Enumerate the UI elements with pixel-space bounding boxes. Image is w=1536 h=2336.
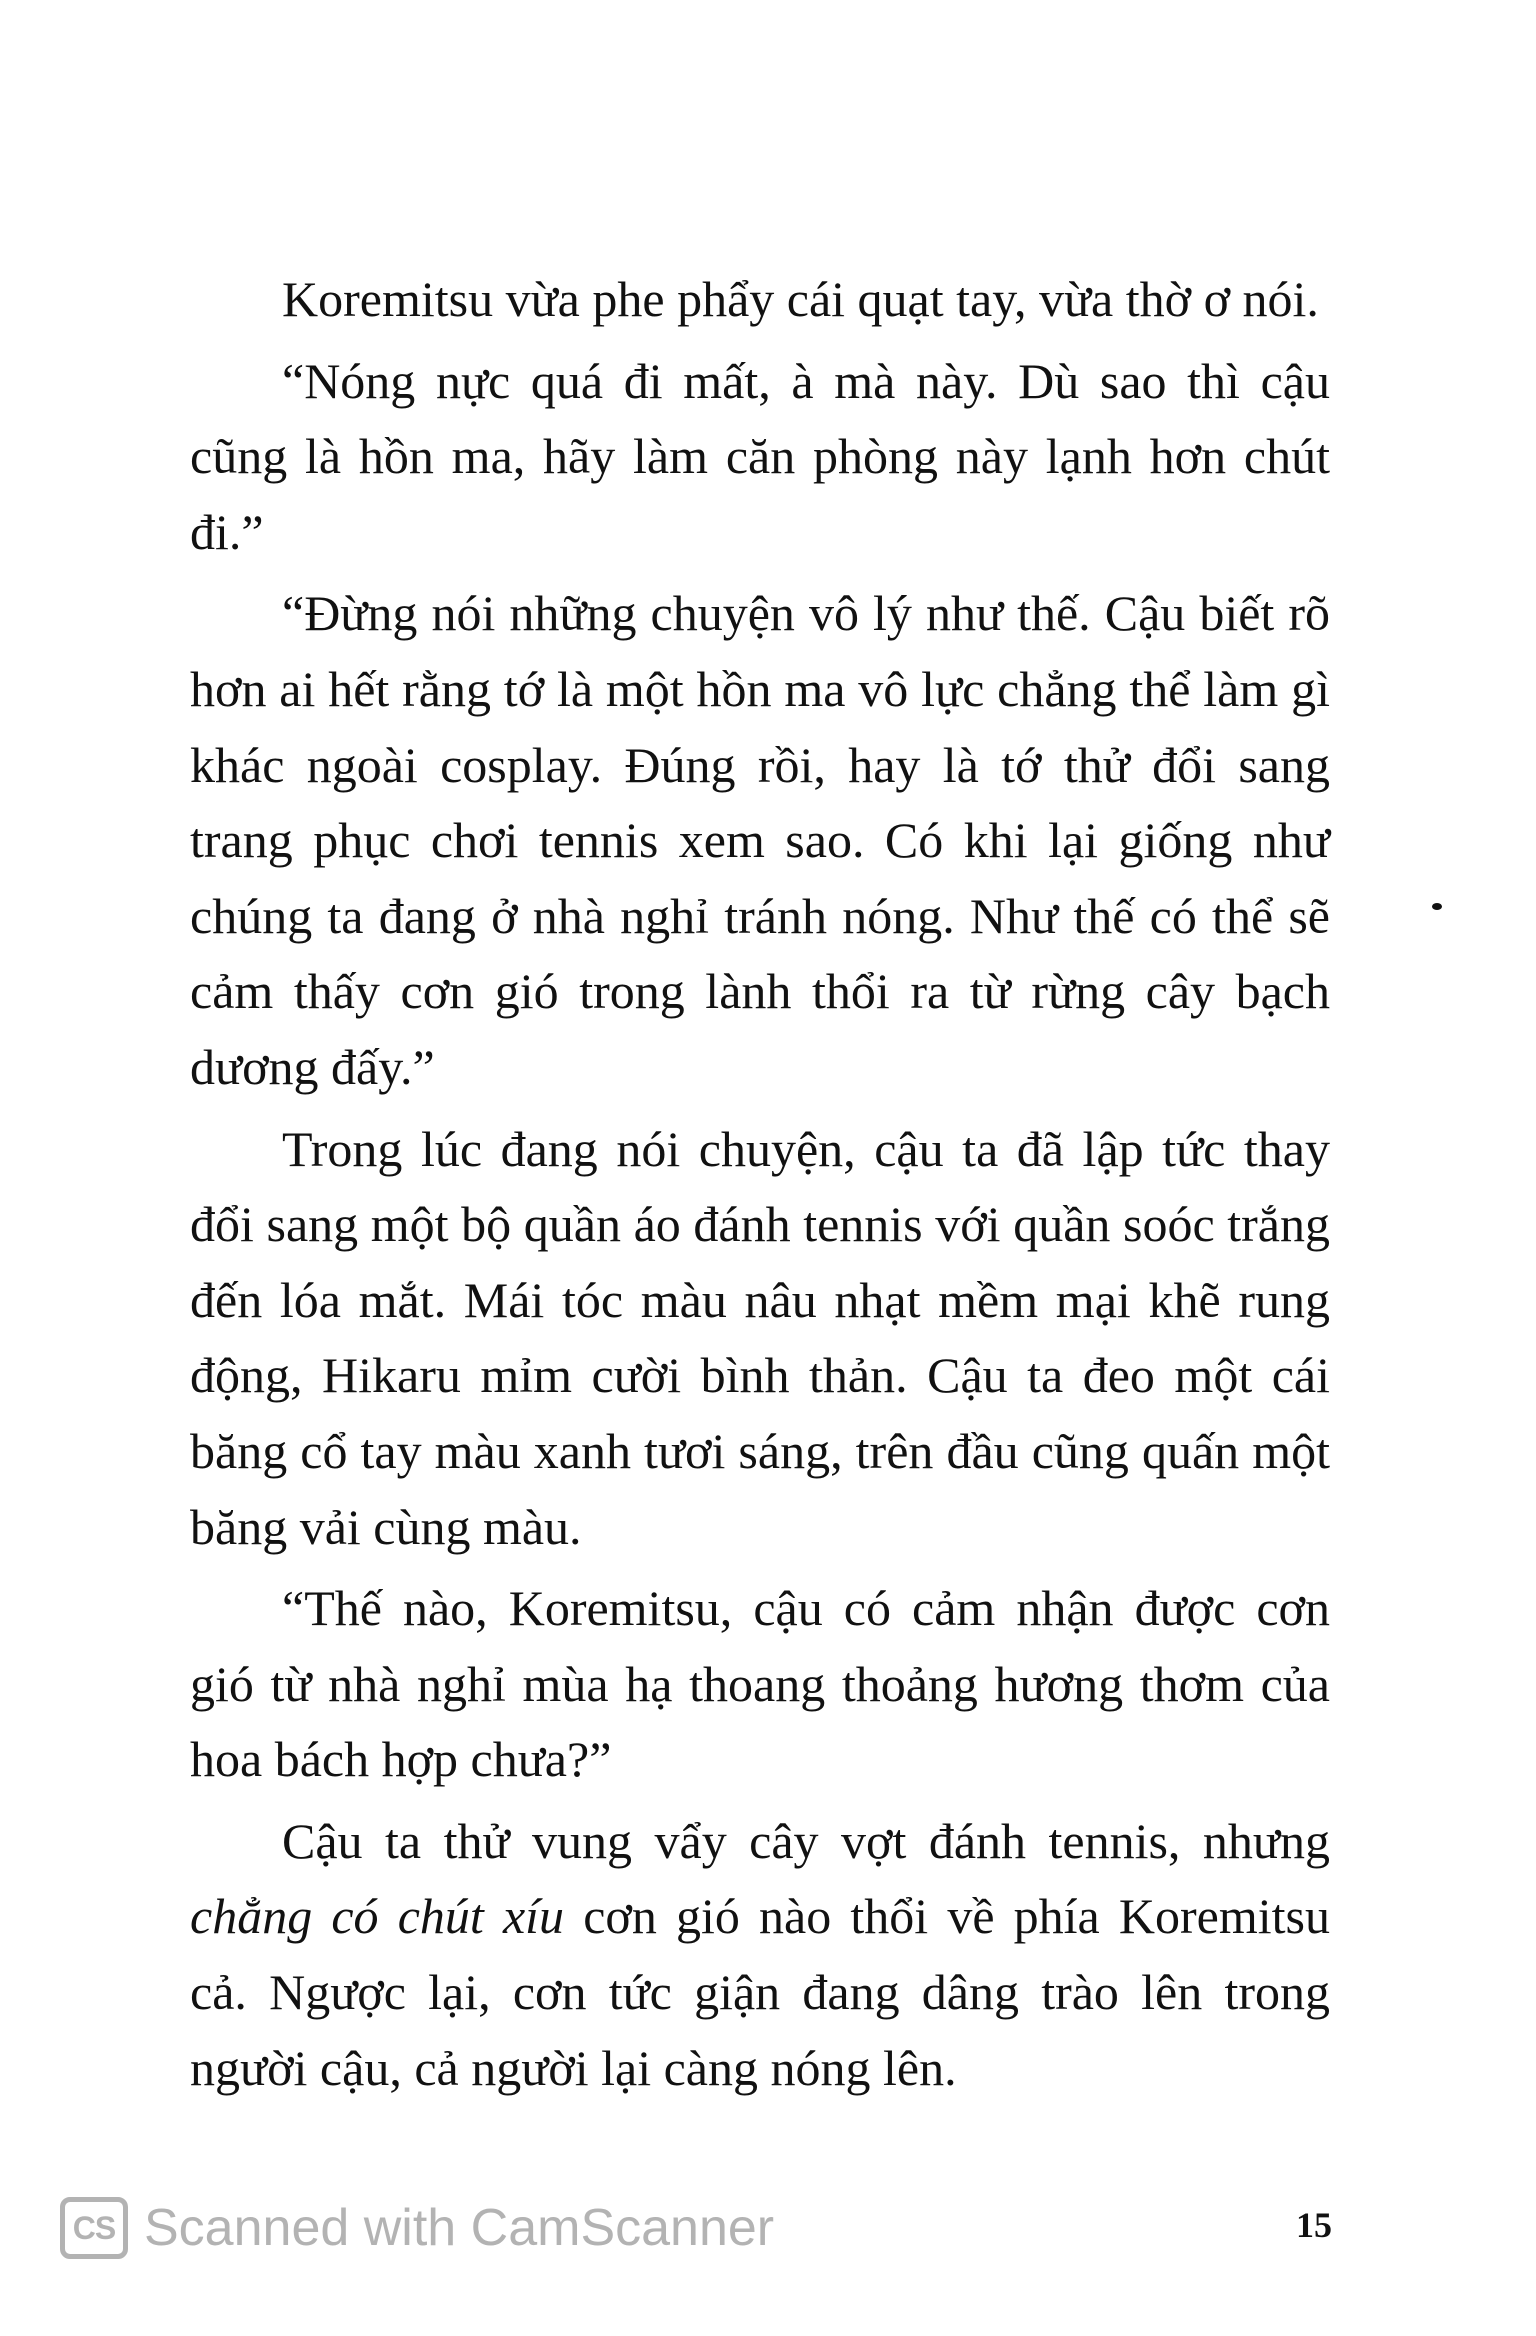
paragraph-6-italic: chẳng có chút xíu [190, 1888, 565, 1945]
paragraph-3: “Đừng nói những chuyện vô lý như thế. Cậu biết rõ hơn ai hết rằng tớ là một hồn ma vô lực chẳng thể làm gì khác ngoài cosplay. Đúng rồi, hay là tớ thử đổi sang trang phục chơi tennis xem sao. Có khi lại giống như chúng ta đang ở nhà nghỉ tránh nóng. Như thế có thể sẽ cảm thấy cơn gió trong lành thổi ra từ rừng cây bạch dương đấy.” [190, 585, 1330, 1095]
paragraph-5: “Thế nào, Koremitsu, cậu có cảm nhận được cơn gió từ nhà nghỉ mùa hạ thoang thoảng hương thơm của hoa bách hợp chưa?” [190, 1580, 1330, 1788]
paragraph-1: Koremitsu vừa phe phẩy cái quạt tay, vừa thờ ơ nói. [282, 271, 1319, 327]
camscanner-logo-icon: CS [60, 2197, 128, 2259]
body-text [190, 262, 1330, 2106]
paragraph-4: Trong lúc đang nói chuyện, cậu ta đã lập tức thay đổi sang một bộ quần áo đánh tennis với quần soóc trắng đến lóa mắt. Mái tóc màu nâu nhạt mềm mại khẽ rung động, Hikaru mỉm cười bình thản. Cậu ta đeo một cái băng cổ tay màu xanh tươi sáng, trên đầu cũng quấn một băng vải cùng màu. [190, 1120, 1330, 1555]
watermark-text: Scanned with CamScanner [144, 2199, 775, 2257]
paragraph-6 [190, 1804, 1330, 2106]
page-number: 15 [1296, 2205, 1332, 2245]
paragraph-2: “Nóng nực quá đi mất, à mà này. Dù sao thì cậu cũng là hồn ma, hãy làm căn phòng này lạnh hơn chút đi.” [190, 352, 1330, 560]
paragraph-6-lead: Cậu ta thử vung vẩy cây vợt đánh tennis, nhưng [282, 1812, 1330, 1869]
paragraph-6-tail: cơn gió nào thổi về phía Koremitsu cả. Ngược lại, cơn tức giận đang dâng trào lên trong người cậu, cả người lại càng nóng lên. [190, 1888, 1330, 2096]
margin-dot [1432, 903, 1442, 910]
camscanner-watermark [60, 2192, 774, 2264]
